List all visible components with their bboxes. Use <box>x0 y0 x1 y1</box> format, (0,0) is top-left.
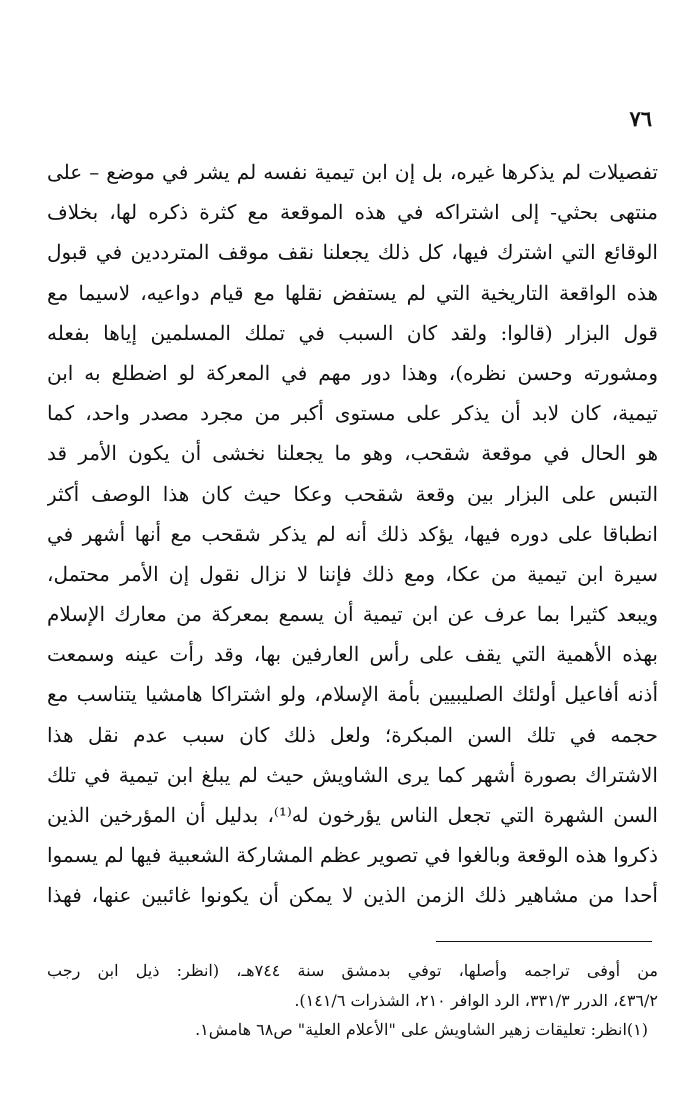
text-line: الاشتراك بصورة أشهر كما يرى الشاويش حيث لم يبلغ ابن تيمية في تلك <box>47 762 658 787</box>
text-line: حجمه في تلك السن المبكرة؛ ولعل ذلك كان سبب عدم نقل هذا <box>47 722 658 747</box>
text-line: قول البزار (قالوا: ولقد كان السبب في تملك المسلمين إياها بفعله <box>47 320 658 345</box>
text-line: تفصيلات لم يذكرها غيره، بل إن ابن تيمية نفسه لم يشر في موضع – على <box>47 160 658 184</box>
footnote-1: (١)انظر: تعليقات زهير الشاويش على "الأعلام العلية" ص٦٨ هامش١. <box>195 1020 648 1039</box>
text-line: ويبعد كثيرا بما عرف عن ابن تيمية أن يسمع بمعركة من معارك الإسلام <box>47 602 658 627</box>
main-text-block <box>47 152 658 916</box>
text-line: هو الحال في موقعة شقحب، وهو ما يجعلنا نخشى أن يكون الأمر قد <box>47 441 658 466</box>
text-line: انطباقا على دوره فيها، يؤكد ذلك أنه لم يذكر شقحب مع أنها أشهر في <box>47 521 658 546</box>
text-line: أذنه أفاعيل أولئك الصليبيين بأمة الإسلام، ولو اشتراكا هامشيا يتناسب مع <box>47 682 658 707</box>
text-line: منتهى بحثي- إلى اشتراكه في هذه الموقعة مع كثرة ذكره لها، بخلاف <box>47 200 658 225</box>
text-line: ومشورته وحسن نظره)، وهذا دور مهم في المعركة لو اضطلع به ابن <box>47 360 658 385</box>
footnote-continuation-line: ٤٣٦/٢، الدرر ٣٣١/٣، الرد الوافر ٢١٠، الشذرات ١٤١/٦). <box>294 990 658 1010</box>
text-line: أحدا من مشاهير ذلك الزمن الذين لا يمكن أن يكونوا غائبين عنها، فهذا <box>47 883 658 908</box>
text-line: الوقائع التي اشترك فيها، كل ذلك يجعلنا نقف موقف المترددين في قبول <box>47 240 658 265</box>
footnote-continuation-line: من أوفى تراجمه وأصلها، توفي بدمشق سنة ٧٤٤هـ، (انظر: ذيل ابن رجب <box>47 961 658 980</box>
text-line: ذكروا هذه الوقعة وبالغوا في تصوير عظم المشاركة الشعبية فيها لم يسموا <box>47 843 658 868</box>
text-line: التبس على البزار بين وقعة شقحب وعكا حيث كان هذا الوصف أكثر <box>47 481 658 506</box>
text-line: هذه الواقعة التاريخية التي لم يستفض نقلها مع قيام دواعيه، لاسيما مع <box>47 280 658 305</box>
footnotes-block <box>47 956 658 1045</box>
text-line: تيمية، كان لابد أن يذكر على مستوى أكبر من مجرد مصدر واحد، كما <box>47 401 658 426</box>
text-line: بهذه الأهمية التي يقف على رأس العارفين بها، وقد رأت عينه وسمعت <box>47 642 658 667</box>
text-line: السن الشهرة التي تجعل الناس يؤرخون له⁽¹⁾، بدليل أن المؤرخين الذين <box>47 803 658 827</box>
page-number: ٧٦ <box>629 106 652 131</box>
text-line: سيرة ابن تيمية من عكا، ومع ذلك فإننا لا نزال نقول إن الأمر محتمل، <box>47 561 658 586</box>
footnote-separator <box>436 941 652 942</box>
